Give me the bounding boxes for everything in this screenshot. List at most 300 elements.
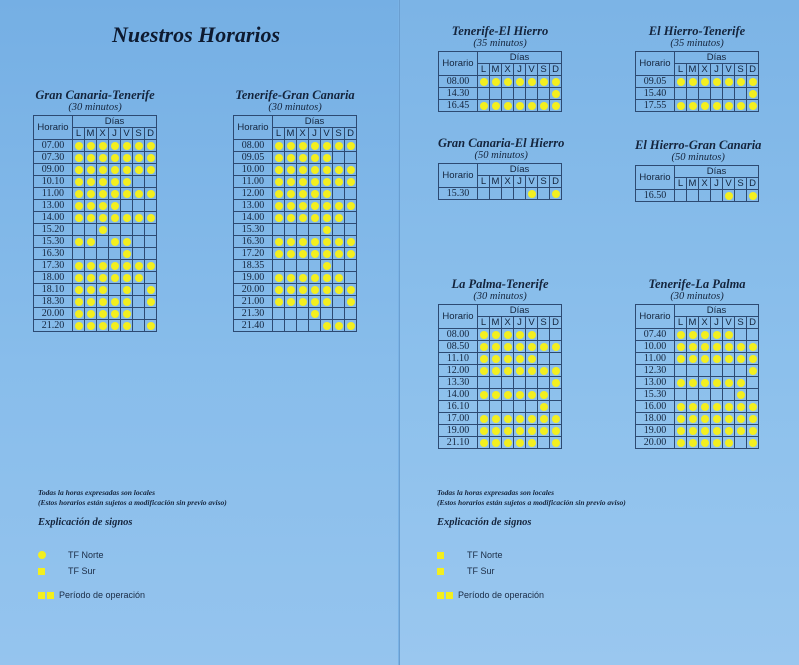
right-page — [399, 0, 799, 665]
day-cell — [735, 88, 747, 100]
table-row — [234, 176, 357, 188]
circle-marker-icon — [275, 274, 283, 282]
circle-marker-icon — [75, 310, 83, 318]
day-cell — [309, 164, 321, 176]
circle-marker-icon — [75, 154, 83, 162]
day-cell — [514, 389, 526, 401]
day-cell — [538, 341, 550, 353]
day-header: V — [723, 317, 735, 329]
day-header: D — [345, 128, 357, 140]
day-cell — [145, 212, 157, 224]
day-cell — [133, 296, 145, 308]
day-header: J — [514, 176, 526, 188]
table-row — [439, 76, 562, 88]
day-cell — [145, 188, 157, 200]
circle-marker-icon — [287, 190, 295, 198]
day-cell — [285, 152, 297, 164]
circle-marker-icon — [99, 154, 107, 162]
day-header: V — [121, 128, 133, 140]
day-cell — [687, 413, 699, 425]
departure-time: 18.00 — [636, 413, 675, 425]
timetable-duration: (50 minutos) — [474, 150, 528, 161]
dias-header: Días — [478, 305, 562, 317]
day-cell — [333, 224, 345, 236]
day-cell — [478, 389, 490, 401]
table-row — [636, 329, 759, 341]
circle-marker-icon — [528, 427, 536, 435]
day-cell — [85, 260, 97, 272]
day-cell — [273, 152, 285, 164]
departure-time: 11.00 — [636, 353, 675, 365]
day-cell — [711, 365, 723, 377]
day-cell — [514, 437, 526, 449]
circle-marker-icon — [323, 154, 331, 162]
legend-periodo-label: Período de operación — [59, 590, 146, 600]
day-cell — [687, 353, 699, 365]
circle-marker-icon — [123, 310, 131, 318]
circle-marker-icon — [689, 102, 697, 110]
day-cell — [73, 152, 85, 164]
day-cell — [514, 88, 526, 100]
day-cell — [85, 200, 97, 212]
day-cell — [502, 437, 514, 449]
table-row — [234, 224, 357, 236]
day-cell — [502, 188, 514, 200]
day-cell — [490, 437, 502, 449]
day-cell — [526, 188, 538, 200]
day-header: J — [514, 317, 526, 329]
circle-marker-icon — [147, 214, 155, 222]
circle-marker-icon — [75, 298, 83, 306]
table-row — [34, 284, 157, 296]
day-cell — [133, 308, 145, 320]
day-cell — [73, 236, 85, 248]
circle-marker-icon — [725, 427, 733, 435]
day-header: X — [699, 317, 711, 329]
circle-marker-icon — [516, 102, 524, 110]
table-row — [34, 296, 157, 308]
circle-marker-icon — [87, 262, 95, 270]
day-cell — [85, 272, 97, 284]
square-marker-icon — [437, 552, 444, 559]
circle-marker-icon — [749, 403, 757, 411]
circle-marker-icon — [287, 286, 295, 294]
circle-marker-icon — [492, 367, 500, 375]
day-cell — [526, 88, 538, 100]
day-cell — [490, 389, 502, 401]
circle-marker-icon — [75, 202, 83, 210]
day-cell — [97, 212, 109, 224]
day-cell — [490, 76, 502, 88]
circle-marker-icon — [135, 190, 143, 198]
circle-marker-icon — [552, 102, 560, 110]
departure-time: 18.35 — [234, 260, 273, 272]
circle-marker-icon — [701, 403, 709, 411]
day-cell — [145, 224, 157, 236]
day-cell — [309, 236, 321, 248]
day-cell — [675, 425, 687, 437]
departure-time: 17.55 — [636, 100, 675, 112]
day-cell — [285, 140, 297, 152]
circle-marker-icon — [275, 166, 283, 174]
departure-time: 16.45 — [439, 100, 478, 112]
timetable-tenerife-el-hierro — [438, 24, 562, 112]
circle-marker-icon — [749, 78, 757, 86]
circle-marker-icon — [135, 154, 143, 162]
square-marker-icon — [38, 592, 45, 599]
day-cell — [687, 365, 699, 377]
circle-marker-icon — [480, 102, 488, 110]
day-cell — [687, 437, 699, 449]
table-row — [636, 389, 759, 401]
circle-marker-icon — [737, 415, 745, 423]
circle-marker-icon — [299, 154, 307, 162]
day-cell — [747, 353, 759, 365]
departure-time: 19.00 — [234, 272, 273, 284]
circle-marker-icon — [480, 427, 488, 435]
table-row — [636, 76, 759, 88]
day-cell — [309, 212, 321, 224]
circle-marker-icon — [123, 250, 131, 258]
day-cell — [97, 140, 109, 152]
departure-time: 20.00 — [34, 308, 73, 320]
table-row — [636, 341, 759, 353]
notes-line-1: Todas la horas expresadas son locales — [38, 488, 156, 497]
circle-marker-icon — [111, 166, 119, 174]
day-cell — [309, 248, 321, 260]
circle-marker-icon — [701, 355, 709, 363]
circle-marker-icon — [749, 367, 757, 375]
schedule-table — [635, 165, 759, 202]
circle-marker-icon — [347, 238, 355, 246]
day-cell — [309, 308, 321, 320]
circle-marker-icon — [701, 331, 709, 339]
circle-marker-icon — [347, 178, 355, 186]
day-cell — [133, 224, 145, 236]
circle-marker-icon — [135, 142, 143, 150]
day-header: X — [502, 64, 514, 76]
departure-time: 08.00 — [439, 329, 478, 341]
day-cell — [735, 76, 747, 88]
square-marker-icon — [446, 592, 453, 599]
circle-marker-icon — [480, 343, 488, 351]
header-row — [34, 116, 157, 128]
day-cell — [133, 152, 145, 164]
day-cell — [85, 284, 97, 296]
circle-marker-icon — [528, 343, 536, 351]
day-cell — [333, 236, 345, 248]
header-row — [636, 166, 759, 178]
table-row — [34, 152, 157, 164]
circle-marker-icon — [725, 78, 733, 86]
circle-marker-icon — [701, 415, 709, 423]
day-cell — [502, 329, 514, 341]
circle-marker-icon — [87, 190, 95, 198]
circle-marker-icon — [123, 142, 131, 150]
circle-marker-icon — [335, 286, 343, 294]
day-cell — [333, 284, 345, 296]
day-cell — [97, 284, 109, 296]
circle-marker-icon — [677, 427, 685, 435]
day-cell — [723, 437, 735, 449]
table-row — [439, 425, 562, 437]
timetable-duration: (35 minutos) — [473, 38, 527, 49]
legend-tf-norte — [437, 550, 503, 560]
circle-marker-icon — [737, 391, 745, 399]
legend-title: Explicación de signos — [437, 517, 532, 528]
circle-marker-icon — [480, 331, 488, 339]
circle-marker-icon — [87, 178, 95, 186]
day-header: L — [73, 128, 85, 140]
circle-marker-icon — [689, 427, 697, 435]
day-cell — [285, 248, 297, 260]
day-cell — [321, 188, 333, 200]
circle-marker-icon — [287, 274, 295, 282]
day-cell — [723, 341, 735, 353]
timetable-duration: (50 minutos) — [671, 152, 725, 163]
departure-time: 11.10 — [439, 353, 478, 365]
day-cell — [85, 188, 97, 200]
day-cell — [297, 176, 309, 188]
circle-marker-icon — [147, 154, 155, 162]
day-cell — [735, 413, 747, 425]
circle-marker-icon — [335, 202, 343, 210]
departure-time: 18.10 — [34, 284, 73, 296]
day-cell — [133, 140, 145, 152]
timetable-el-hierro-tenerife — [635, 24, 759, 112]
day-cell — [526, 329, 538, 341]
day-cell — [297, 236, 309, 248]
circle-marker-icon — [516, 367, 524, 375]
day-cell — [550, 76, 562, 88]
table-row — [34, 308, 157, 320]
departure-time: 19.00 — [439, 425, 478, 437]
day-header: D — [550, 317, 562, 329]
day-cell — [309, 284, 321, 296]
circle-marker-icon — [75, 142, 83, 150]
day-cell — [121, 236, 133, 248]
timetable-title: Tenerife-El Hierro — [451, 24, 549, 38]
day-header: X — [502, 176, 514, 188]
circle-marker-icon — [737, 379, 745, 387]
day-header: D — [747, 64, 759, 76]
circle-marker-icon — [689, 331, 697, 339]
day-cell — [97, 188, 109, 200]
circle-marker-icon — [299, 202, 307, 210]
day-cell — [97, 224, 109, 236]
circle-marker-icon — [75, 178, 83, 186]
table-row — [34, 320, 157, 332]
day-header: D — [550, 176, 562, 188]
day-cell — [526, 341, 538, 353]
circle-marker-icon — [516, 391, 524, 399]
day-header: S — [133, 128, 145, 140]
table-row — [234, 308, 357, 320]
day-cell — [109, 140, 121, 152]
circle-marker-icon — [504, 102, 512, 110]
table-row — [439, 88, 562, 100]
day-cell — [711, 413, 723, 425]
dias-header: Días — [273, 116, 357, 128]
day-cell — [321, 164, 333, 176]
horario-header: Horario — [234, 116, 273, 140]
schedule-table — [233, 115, 357, 332]
day-header: S — [333, 128, 345, 140]
table-row — [234, 200, 357, 212]
day-cell — [73, 140, 85, 152]
day-cell — [550, 353, 562, 365]
circle-marker-icon — [689, 78, 697, 86]
timetable-title: Tenerife-Gran Canaria — [235, 88, 355, 102]
day-cell — [550, 329, 562, 341]
day-cell — [321, 140, 333, 152]
circle-marker-icon — [528, 190, 536, 198]
day-cell — [321, 248, 333, 260]
circle-marker-icon — [528, 367, 536, 375]
table-row — [439, 401, 562, 413]
circle-marker-icon — [75, 274, 83, 282]
day-cell — [297, 164, 309, 176]
horario-header: Horario — [439, 305, 478, 329]
day-cell — [723, 401, 735, 413]
table-row — [234, 284, 357, 296]
day-cell — [747, 365, 759, 377]
circle-marker-icon — [725, 379, 733, 387]
departure-time: 19.00 — [636, 425, 675, 437]
day-cell — [538, 329, 550, 341]
day-cell — [345, 176, 357, 188]
departure-time: 13.00 — [234, 200, 273, 212]
day-cell — [333, 260, 345, 272]
circle-marker-icon — [75, 262, 83, 270]
circle-marker-icon — [492, 415, 500, 423]
circle-marker-icon — [689, 439, 697, 447]
circle-marker-icon — [75, 322, 83, 330]
table-row — [439, 413, 562, 425]
circle-marker-icon — [749, 102, 757, 110]
day-cell — [109, 200, 121, 212]
day-cell — [538, 76, 550, 88]
day-cell — [345, 152, 357, 164]
day-cell — [502, 88, 514, 100]
circle-marker-icon — [335, 250, 343, 258]
day-cell — [550, 425, 562, 437]
table-row — [439, 353, 562, 365]
day-header: M — [85, 128, 97, 140]
circle-marker-icon — [38, 551, 46, 559]
day-cell — [490, 353, 502, 365]
day-cell — [333, 320, 345, 332]
circle-marker-icon — [299, 250, 307, 258]
notes-line-2: (Estos horarios están sujetos a modificación sin previo aviso) — [38, 498, 227, 507]
circle-marker-icon — [737, 78, 745, 86]
circle-marker-icon — [311, 142, 319, 150]
circle-marker-icon — [725, 102, 733, 110]
circle-marker-icon — [701, 427, 709, 435]
circle-marker-icon — [552, 415, 560, 423]
day-cell — [309, 260, 321, 272]
table-row — [34, 164, 157, 176]
timetable-title: La Palma-Tenerife — [451, 277, 549, 291]
departure-time: 09.00 — [34, 164, 73, 176]
day-cell — [675, 88, 687, 100]
day-cell — [145, 284, 157, 296]
day-cell — [550, 365, 562, 377]
circle-marker-icon — [701, 439, 709, 447]
table-row — [636, 437, 759, 449]
day-cell — [73, 272, 85, 284]
circle-marker-icon — [275, 298, 283, 306]
circle-marker-icon — [677, 343, 685, 351]
legend-tf-sur-label: TF Sur — [68, 566, 96, 576]
day-cell — [550, 437, 562, 449]
circle-marker-icon — [725, 192, 733, 200]
day-cell — [297, 200, 309, 212]
circle-marker-icon — [749, 415, 757, 423]
day-cell — [285, 200, 297, 212]
circle-marker-icon — [504, 439, 512, 447]
circle-marker-icon — [516, 78, 524, 86]
departure-time: 14.00 — [439, 389, 478, 401]
circle-marker-icon — [689, 379, 697, 387]
day-cell — [321, 308, 333, 320]
day-cell — [747, 389, 759, 401]
table-row — [439, 329, 562, 341]
circle-marker-icon — [123, 178, 131, 186]
circle-marker-icon — [111, 202, 119, 210]
circle-marker-icon — [311, 274, 319, 282]
day-cell — [145, 248, 157, 260]
day-cell — [747, 377, 759, 389]
day-cell — [73, 320, 85, 332]
day-cell — [109, 296, 121, 308]
day-cell — [321, 152, 333, 164]
day-cell — [145, 164, 157, 176]
day-cell — [735, 329, 747, 341]
departure-time: 12.30 — [636, 365, 675, 377]
circle-marker-icon — [713, 78, 721, 86]
day-cell — [285, 236, 297, 248]
departure-time: 14.00 — [234, 212, 273, 224]
table-row — [234, 272, 357, 284]
table-row — [636, 190, 759, 202]
circle-marker-icon — [492, 102, 500, 110]
day-cell — [121, 188, 133, 200]
day-cell — [333, 272, 345, 284]
departure-time: 13.30 — [439, 377, 478, 389]
day-cell — [538, 365, 550, 377]
day-cell — [309, 200, 321, 212]
day-cell — [538, 401, 550, 413]
circle-marker-icon — [99, 322, 107, 330]
circle-marker-icon — [713, 379, 721, 387]
day-cell — [735, 341, 747, 353]
day-cell — [109, 212, 121, 224]
circle-marker-icon — [480, 367, 488, 375]
circle-marker-icon — [677, 379, 685, 387]
circle-marker-icon — [111, 178, 119, 186]
day-cell — [345, 308, 357, 320]
table-row — [439, 365, 562, 377]
day-cell — [285, 296, 297, 308]
day-cell — [145, 308, 157, 320]
departure-time: 15.30 — [34, 236, 73, 248]
day-cell — [145, 320, 157, 332]
day-cell — [73, 260, 85, 272]
circle-marker-icon — [749, 192, 757, 200]
day-header: M — [490, 64, 502, 76]
day-cell — [85, 152, 97, 164]
